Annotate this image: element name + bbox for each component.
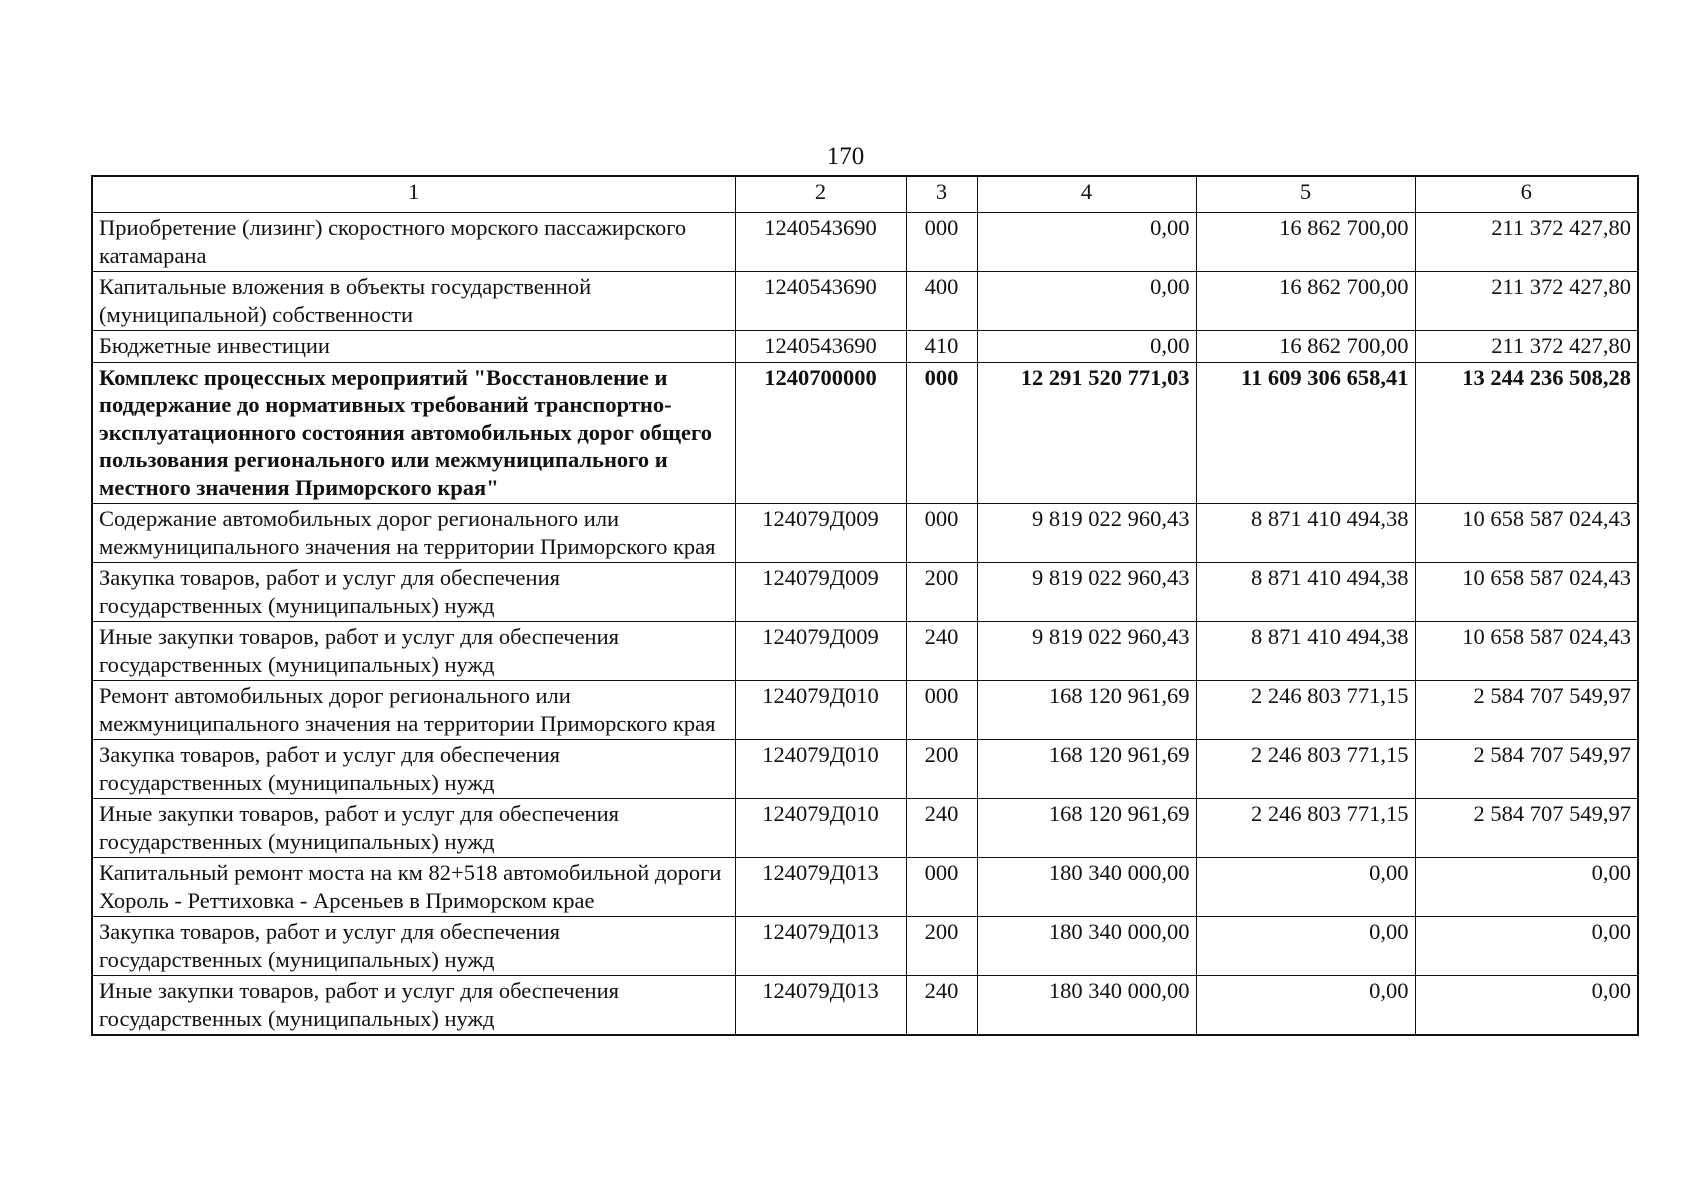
row-name: Закупка товаров, работ и услуг для обеспечения государственных (муниципальных) нужд [92, 740, 735, 799]
table-row-section-total [92, 362, 1638, 504]
row-value-col4: 168 120 961,69 [977, 681, 1196, 740]
column-header-5: 5 [1196, 176, 1415, 213]
row-name: Приобретение (лизинг) скоростного морского пассажирского катамарана [92, 213, 735, 272]
row-value-col6: 0,00 [1415, 858, 1638, 917]
row-value-col5: 0,00 [1196, 976, 1415, 1036]
row-target-code: 124079Д013 [735, 976, 906, 1036]
row-value-col6: 0,00 [1415, 917, 1638, 976]
row-value-col4: 9 819 022 960,43 [977, 622, 1196, 681]
table-row [92, 976, 1638, 1036]
row-expense-type: 240 [906, 799, 977, 858]
row-expense-type: 000 [906, 213, 977, 272]
row-expense-type: 000 [906, 362, 977, 504]
row-value-col5: 8 871 410 494,38 [1196, 622, 1415, 681]
row-expense-type: 400 [906, 272, 977, 331]
row-value-col4: 180 340 000,00 [977, 976, 1196, 1036]
table-row [92, 272, 1638, 331]
row-value-col5: 16 862 700,00 [1196, 213, 1415, 272]
column-header-1: 1 [92, 176, 735, 213]
row-value-col4: 180 340 000,00 [977, 858, 1196, 917]
row-expense-type: 000 [906, 681, 977, 740]
table-row [92, 740, 1638, 799]
row-name: Комплекс процессных мероприятий "Восстановление и поддержание до нормативных требований транспортно-эксплуатационного состояния автомобильных дорог общего пользования регионального или межмуниципального и местного значения Приморского края" [92, 362, 735, 504]
row-value-col6: 2 584 707 549,97 [1415, 681, 1638, 740]
row-expense-type: 240 [906, 622, 977, 681]
row-value-col6: 2 584 707 549,97 [1415, 740, 1638, 799]
row-expense-type: 200 [906, 917, 977, 976]
row-name: Капитальный ремонт моста на км 82+518 автомобильной дороги Хороль - Реттиховка - Арсеньев в Приморском крае [92, 858, 735, 917]
table-row [92, 917, 1638, 976]
row-name: Закупка товаров, работ и услуг для обеспечения государственных (муниципальных) нужд [92, 563, 735, 622]
row-value-col6: 211 372 427,80 [1415, 331, 1638, 363]
row-target-code: 124079Д009 [735, 563, 906, 622]
row-target-code: 124079Д010 [735, 681, 906, 740]
row-value-col5: 8 871 410 494,38 [1196, 504, 1415, 563]
row-target-code: 124079Д009 [735, 622, 906, 681]
row-target-code: 124079Д010 [735, 740, 906, 799]
row-name: Закупка товаров, работ и услуг для обеспечения государственных (муниципальных) нужд [92, 917, 735, 976]
row-value-col4: 9 819 022 960,43 [977, 504, 1196, 563]
row-value-col5: 2 246 803 771,15 [1196, 740, 1415, 799]
row-value-col5: 0,00 [1196, 858, 1415, 917]
row-name: Иные закупки товаров, работ и услуг для обеспечения государственных (муниципальных) нужд [92, 622, 735, 681]
row-name: Содержание автомобильных дорог регионального или межмуниципального значения на территории Приморского края [92, 504, 735, 563]
row-name: Бюджетные инвестиции [92, 331, 735, 363]
row-value-col6: 10 658 587 024,43 [1415, 504, 1638, 563]
row-value-col4: 12 291 520 771,03 [977, 362, 1196, 504]
row-expense-type: 200 [906, 563, 977, 622]
row-expense-type: 240 [906, 976, 977, 1036]
table-row [92, 331, 1638, 363]
column-header-6: 6 [1415, 176, 1638, 213]
row-value-col4: 180 340 000,00 [977, 917, 1196, 976]
row-expense-type: 000 [906, 504, 977, 563]
row-value-col6: 10 658 587 024,43 [1415, 563, 1638, 622]
row-value-col5: 0,00 [1196, 917, 1415, 976]
page-number: 170 [826, 143, 865, 170]
row-value-col6: 211 372 427,80 [1415, 272, 1638, 331]
budget-table [91, 175, 1639, 1036]
row-value-col5: 2 246 803 771,15 [1196, 799, 1415, 858]
row-target-code: 1240543690 [735, 213, 906, 272]
row-value-col5: 16 862 700,00 [1196, 331, 1415, 363]
table-row [92, 213, 1638, 272]
row-name: Иные закупки товаров, работ и услуг для обеспечения государственных (муниципальных) нужд [92, 799, 735, 858]
row-expense-type: 200 [906, 740, 977, 799]
row-target-code: 124079Д010 [735, 799, 906, 858]
row-name: Иные закупки товаров, работ и услуг для обеспечения государственных (муниципальных) нужд [92, 976, 735, 1036]
table-row [92, 858, 1638, 917]
row-value-col6: 0,00 [1415, 976, 1638, 1036]
row-value-col6: 211 372 427,80 [1415, 213, 1638, 272]
row-value-col4: 0,00 [977, 331, 1196, 363]
row-value-col4: 0,00 [977, 213, 1196, 272]
row-target-code: 1240543690 [735, 272, 906, 331]
row-value-col4: 168 120 961,69 [977, 740, 1196, 799]
row-value-col6: 2 584 707 549,97 [1415, 799, 1638, 858]
row-name: Капитальные вложения в объекты государственной (муниципальной) собственности [92, 272, 735, 331]
table-row [92, 504, 1638, 563]
row-value-col4: 9 819 022 960,43 [977, 563, 1196, 622]
row-value-col5: 8 871 410 494,38 [1196, 563, 1415, 622]
row-value-col5: 16 862 700,00 [1196, 272, 1415, 331]
column-header-2: 2 [735, 176, 906, 213]
row-expense-type: 410 [906, 331, 977, 363]
row-value-col6: 13 244 236 508,28 [1415, 362, 1638, 504]
row-value-col4: 0,00 [977, 272, 1196, 331]
row-target-code: 1240543690 [735, 331, 906, 363]
row-value-col4: 168 120 961,69 [977, 799, 1196, 858]
row-target-code: 124079Д013 [735, 917, 906, 976]
column-header-4: 4 [977, 176, 1196, 213]
row-value-col5: 2 246 803 771,15 [1196, 681, 1415, 740]
column-header-3: 3 [906, 176, 977, 213]
row-target-code: 124079Д013 [735, 858, 906, 917]
table-row [92, 622, 1638, 681]
row-name: Ремонт автомобильных дорог регионального или межмуниципального значения на территории Приморского края [92, 681, 735, 740]
table-row [92, 799, 1638, 858]
row-target-code: 124079Д009 [735, 504, 906, 563]
table-row [92, 681, 1638, 740]
row-value-col5: 11 609 306 658,41 [1196, 362, 1415, 504]
table-row [92, 563, 1638, 622]
row-value-col6: 10 658 587 024,43 [1415, 622, 1638, 681]
row-target-code: 1240700000 [735, 362, 906, 504]
table-header-row [92, 176, 1638, 213]
row-expense-type: 000 [906, 858, 977, 917]
